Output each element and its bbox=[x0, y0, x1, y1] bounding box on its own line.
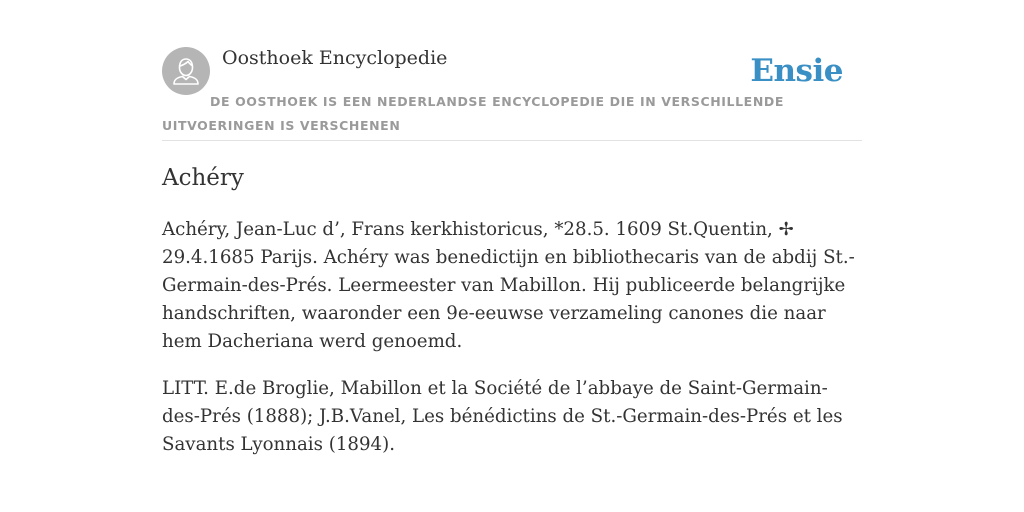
article-title: Achéry bbox=[162, 165, 244, 191]
article bbox=[162, 160, 862, 459]
brand-logo[interactable]: Ensie bbox=[750, 53, 843, 89]
article-paragraph: Achéry, Jean-Luc d’, Frans kerkhistoricus, *28.5. 1609 St.Quentin, ✢ 29.4.1685 Parijs. Achéry was benedictijn en bibliothecaris van de abdij St.-Germain-des-Prés. Leermeester van Mabillon. Hij publiceerde belangrijke handschriften, waaronder een 9e-eeuwse verzameling canones die naar hem Dacheriana werd genoemd. bbox=[162, 219, 855, 352]
site-tagline: DE OOSTHOEK IS EEN NEDERLANDSE ENCYCLOPEDIE DIE IN VERSCHILLENDE UITVOERINGEN IS VERSCHENEN bbox=[162, 94, 784, 133]
site-name[interactable]: Oosthoek Encyclopedie bbox=[222, 47, 448, 69]
user-icon bbox=[162, 47, 210, 95]
article-literature: LITT. E.de Broglie, Mabillon et la Société de l’abbaye de Saint-Germain-des-Prés (1888); J.B.Vanel, Les bénédictins de St.-Germain-des-Prés et les Savants Lyonnais (1894). bbox=[162, 378, 843, 455]
avatar[interactable] bbox=[162, 47, 210, 95]
header bbox=[162, 46, 862, 141]
